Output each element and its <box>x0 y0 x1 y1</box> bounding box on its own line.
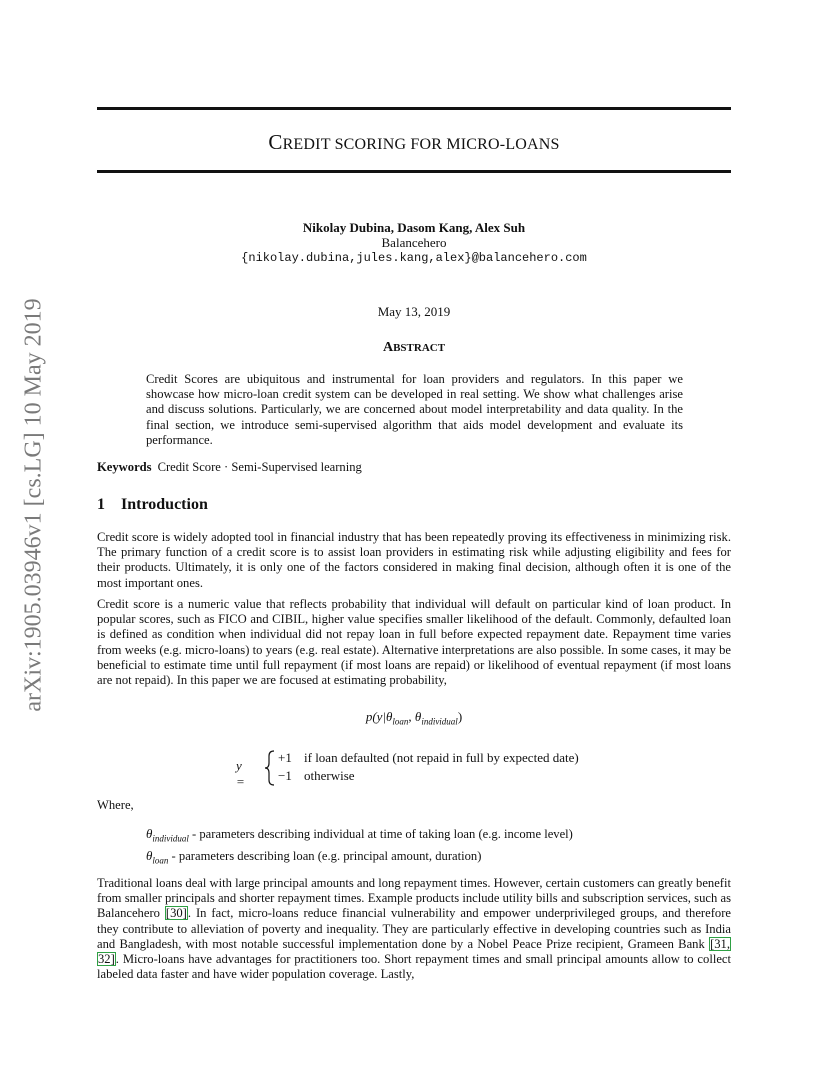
paragraph-2: Credit score is a numeric value that reflects probability that individual will default on particular kind of loan product. In popular scores, such as FICO and CIBIL, higher value specifies smaller likelihood of the default. Commonly, defaulted loan is defined as condition when individual did not repay loan in full before expected repayment date. Repayment time varies from weeks (e.g. micro-loans) to years (e.g. real estate). Alternative interpretations are also possible. In some cases, it may be beneficial to estimate time until full repayment (if most loans are repaid) or likelihood of eventual repayment (if most loans are not repaid). In this paper we are focused at estimating probability, <box>97 597 731 688</box>
keywords-text: Credit Score · Semi-Supervised learning <box>157 460 362 474</box>
keywords-label: Keywords <box>97 460 152 474</box>
top-rule <box>97 107 731 110</box>
abstract-heading: ABSTRACT <box>382 340 446 355</box>
affiliation: Balancehero <box>381 235 447 250</box>
left-brace-icon <box>264 750 276 786</box>
section-title: Introduction <box>121 496 208 513</box>
case1-condition: if loan defaulted (not repaid in full by expected date) <box>304 750 579 765</box>
authors: Nikolay Dubina, Dasom Kang, Alex Suh <box>302 220 526 235</box>
author-emails: {nikolay.dubina,jules.kang,alex}@balancehero.com <box>241 251 587 265</box>
definition-theta-individual: $\theta_{individual}$ - parameters describing individual at time of taking loan (e.g. income level) <box>146 826 573 844</box>
paper-title: CREDIT SCORING FOR MICRO-LOANS <box>268 130 560 154</box>
keywords <box>97 460 362 475</box>
definition-theta-loan: $\theta_{loan}$ - parameters describing loan (e.g. principal amount, duration) <box>146 848 482 866</box>
paragraph-3: Traditional loans deal with large principal amounts and long repayment times. However, certain customers can greatly benefit from smaller principals and shorter repayment times. Example products include utility bills and subscription services, such as Balancehero [30]. In fact, micro-loans reduce financial vulnerability and empower underprivileged groups, and therefore they contribute to alleviation of poverty and inequality. They are particularly effective in developing countries such as India and Bangladesh, with most notable successful implementation done by a Nobel Peace Prize recipient, Grameen Bank [31, 32]. Micro-loans have advantages for practitioners too. Short repayment times and small principal amounts allow to collect labeled data faster and have wider population coverage. Lastly, <box>97 876 731 982</box>
citation-link-30[interactable]: [30] <box>165 906 187 921</box>
citation-link-32[interactable]: 32] <box>98 952 115 967</box>
cases-lhs: y = <box>236 758 245 789</box>
case1-value: +1 <box>278 750 292 765</box>
case2-value: −1 <box>278 768 292 783</box>
equation-probability: $p(y|\theta_{loan}$, $\theta_{individual}$) <box>365 709 463 727</box>
paragraph-1: Credit score is widely adopted tool in financial industry that has been repeatedly proving its effectiveness in minimizing risk. The primary function of a credit score is to assist loan providers in estimating risk while adjusting eligibility and fees for their products. Ultimately, it is only one of the factors considered in making final decision, although often it is one of the most important ones. <box>97 530 731 590</box>
citation-link-31[interactable]: [31, <box>710 936 730 951</box>
arxiv-sidebar <box>14 280 54 730</box>
section-number: 1 <box>97 496 105 513</box>
case2-condition: otherwise <box>304 768 355 783</box>
where-label: Where, <box>97 798 134 812</box>
abstract-text: Credit Scores are ubiquitous and instrumental for loan providers and regulators. In this paper we showcase how micro-loan credit system can be developed in real setting. We show what challenges arise and discuss solutions. Particularly, we are concerned about model interpretability and data quality. In the final section, we introduce semi-supervised algorithm that aids model development and evaluate its performance. <box>146 372 683 447</box>
title-bottom-rule <box>97 170 731 173</box>
arxiv-identifier: arXiv:1905.03946v1 [cs.LG] 10 May 2019 <box>20 298 47 712</box>
paper-date: May 13, 2019 <box>377 304 451 319</box>
section-heading-introduction <box>97 496 208 514</box>
